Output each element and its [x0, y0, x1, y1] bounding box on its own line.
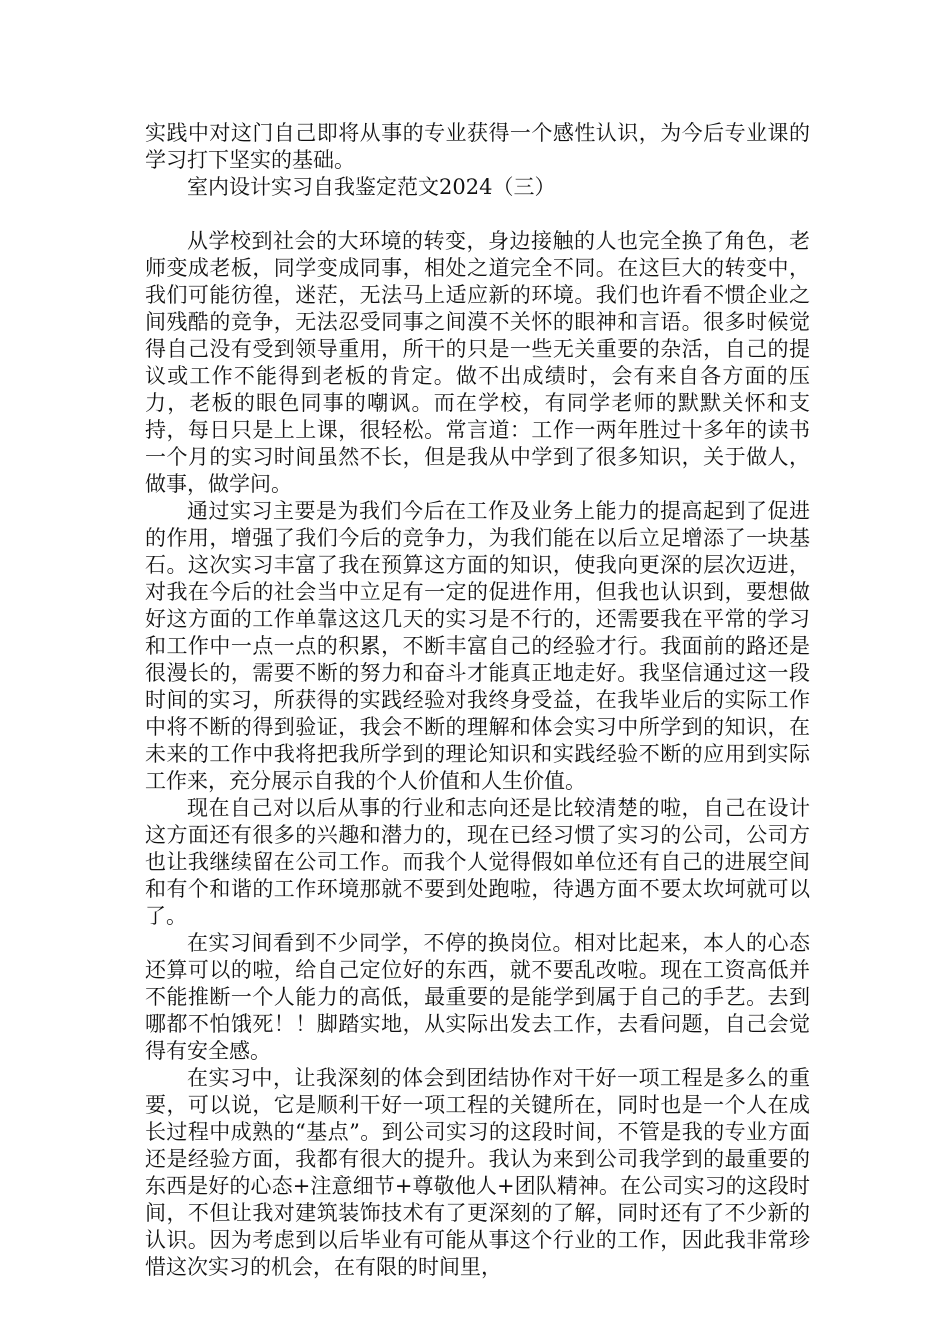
- paragraph: 在实习中，让我深刻的体会到团结协作对干好一项工程是多么的重要，可以说，它是顺利干好一项工程的关键所在，同时也是一个人在成长过程中成熟的“基点”。到公司实习的这段时间，不管是我的专业方面还是经验方面，我都有很大的提升。我认为来到公司我学到的最重要的东西是好的心态+注意细节+尊敬他人+团队精神。在公司实习的这段时间，不但让我对建筑装饰技术有了更深刻的了解，同时还有了不少新的认识。因为考虑到以后毕业有可能从事这个行业的工作，因此我非常珍惜这次实习的机会，在有限的时间里，: [145, 1066, 810, 1279]
- paragraph: 通过实习主要是为我们今后在工作及业务上能力的提高起到了促进的作用，增强了我们今后的竞争力，为我们能在以后立足增添了一块基石。这次实习丰富了我在预算这方面的知识，使我向更深的层次迈进，对我在今后的社会当中立足有一定的促进作用，但我也认识到，要想做好这方面的工作单靠这这几天的实习是不行的，还需要我在平常的学习和工作中一点一点的积累，不断丰富自己的经验才行。我面前的路还是很漫长的，需要不断的努力和奋斗才能真正地走好。我坚信通过这一段时间的实习，所获得的实践经验对我终身受益，在我毕业后的实际工作中将不断的得到验证，我会不断的理解和体会实习中所学到的知识，在未来的工作中我将把我所学到的理论知识和实践经验不断的应用到实际工作来，充分展示自我的个人价值和人生价值。: [145, 499, 810, 793]
- paragraph: 从学校到社会的大环境的转变，身边接触的人也完全换了角色，老师变成老板，同学变成同事，相处之道完全不同。在这巨大的转变中，我们可能彷徨，迷茫，无法马上适应新的环境。我们也许看不惯企业之间残酷的竞争，无法忍受同事之间漠不关怀的眼神和言语。很多时候觉得自己没有受到领导重用，所干的只是一些无关重要的杂活，自己的提议或工作不能得到老板的肯定。做不出成绩时，会有来自各方面的压力，老板的眼色同事的嘲讽。而在学校，有同学老师的默默关怀和支持，每日只是上上课，很轻松。常言道：工作一两年胜过十多年的读书一个月的实习时间虽然不长，但是我从中学到了很多知识，关于做人，做事，做学问。: [145, 229, 810, 496]
- section-heading: 室内设计实习自我鉴定范文2024（三）: [187, 175, 556, 199]
- document-page: [145, 120, 810, 1281]
- paragraph: 现在自己对以后从事的行业和志向还是比较清楚的啦，自己在设计这方面还有很多的兴趣和潜力的，现在已经习惯了实习的公司，公司方也让我继续留在公司工作。而我个人觉得假如单位还有自己的进展空间和有个和谐的工作环境那就不要到处跑啦，待遇方面不要太坎坷就可以了。: [145, 796, 810, 928]
- paragraph: 在实习间看到不少同学，不停的换岗位。相对比起来，本人的心态还算可以的啦，给自己定位好的东西，就不要乱改啦。现在工资高低并不能推断一个人能力的高低，最重要的是能学到属于自己的手艺。去到哪都不怕饿死！！脚踏实地，从实际出发去工作，去看问题，自己会觉得有安全感。: [145, 931, 810, 1063]
- paragraph-continuation: 实践中对这门自己即将从事的专业获得一个感性认识，为今后专业课的学习打下坚实的基础。: [145, 121, 810, 172]
